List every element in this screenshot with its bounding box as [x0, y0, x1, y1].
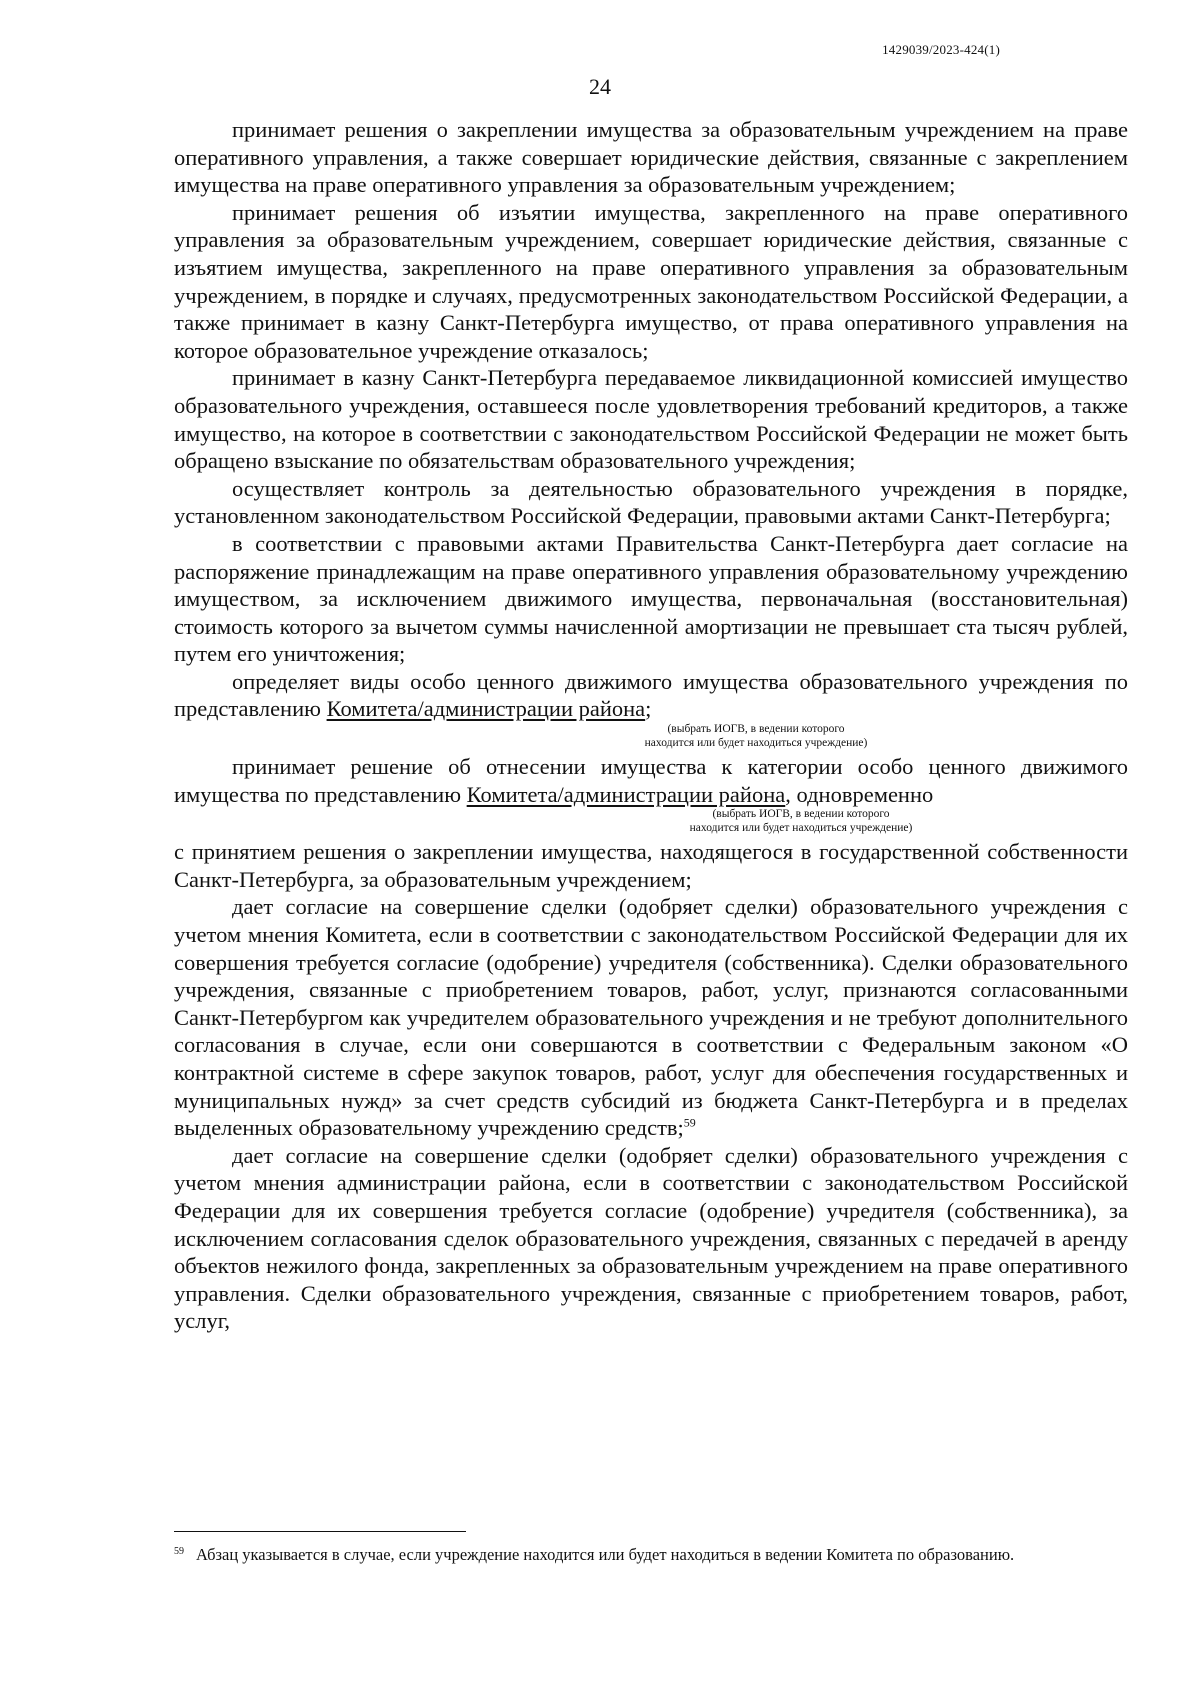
paragraph-4: осуществляет контроль за деятельностью образовательного учреждения в порядке, установленном законодательством Российской Федерации, правовыми актами Санкт-Петербурга; [174, 475, 1128, 529]
paragraph-7 [174, 753, 1128, 808]
page-number: 24 [589, 74, 611, 99]
footnote-separator [174, 1531, 466, 1532]
paragraph-8-text: дает согласие на совершение сделки (одобряет сделки) образовательного учреждения с учетом мнения Комитета, если в соответствии с законодательством Российской Федерации для их совершения требуется согласие (одобрение) учредителя (собственника). Сделки образовательного учреждения, связанные с приобретением товаров, работ, услуг, признаются согласованными Санкт-Петербургом как учредителем образовательного учреждения и не требуют дополнительного согласования в случае, если они совершаются в соответствии с Федеральным законом «О контрактной системе в сфере закупок товаров, работ, услуг для обеспечения государственных и муниципальных нужд» за счет средств субсидий из бюджета Санкт-Петербурга и в пределах выделенных образовательному учреждению средств; [174, 894, 1128, 1141]
paragraph-1: принимает решения о закреплении имущества за образовательным учреждением на праве оперативного управления, а также совершает юридические действия, связанные с закреплением имущества на праве оперативного управления за образовательным учреждением; [174, 117, 1128, 198]
footnote-reference[interactable]: 59 [683, 1115, 696, 1130]
hint-2-line-1: (выбрать ИОГВ, в ведении которого [712, 808, 890, 821]
paragraph-7-text: принимает решение об отнесении имущества к категории особо ценного движимого имущества по представлению [174, 754, 1128, 807]
paragraph-5: в соответствии с правовыми актами Правительства Санкт-Петербурга дает согласие на распоряжение принадлежащим на праве оперативного управления образовательному учреждению имуществом, за исключением движимого имущества, первоначальная (восстановительная) стоимость которого за вычетом суммы начисленной амортизации не превышает ста тысяч рублей, путем его уничтожения; [174, 530, 1128, 667]
hint-1-line-2: находится или будет находиться учреждение) [644, 737, 868, 750]
paragraph-7-end: , одновременно [785, 781, 934, 807]
footnote [174, 1544, 1128, 1566]
paragraph-2: принимает решения об изъятии имущества, закрепленного на праве оперативного управления за образовательным учреждением, совершает юридические действия, связанные с изъятием имущества, закрепленного на праве оперативного управления за образовательным учреждением, в порядке и случаях, предусмотренных законодательством Российской Федерации, а также принимает в казну Санкт-Петербурга имущество, от права оперативного управления на которое образовательное учреждение отказалось; [174, 199, 1128, 363]
document-body [174, 116, 1128, 1335]
footnote-mark: 59 [174, 1545, 184, 1557]
paragraph-8 [174, 893, 1128, 1141]
paragraph-6 [174, 668, 1128, 723]
paragraph-3: принимает в казну Санкт-Петербурга передаваемое ликвидационной комиссией имущество образовательного учреждения, оставшееся после удовлетворения требований кредиторов, а также имущество, на которое в соответствии с законодательством Российской Федерации не может быть обращено взыскание по обязательствам образовательного учреждения; [174, 365, 1128, 474]
paragraph-6-end: ; [645, 696, 652, 722]
document-id: 1429039/2023-424(1) [882, 42, 1000, 57]
authority-placeholder-2: Комитета/администрации района [466, 781, 786, 807]
authority-placeholder-1: Комитета/администрации района [326, 696, 646, 722]
placeholder-hint-1 [174, 722, 1128, 750]
placeholder-hint-2 [174, 807, 1128, 835]
paragraph-6-text: определяет виды особо ценного движимого имущества образовательного учреждения по представлению [174, 668, 1128, 722]
paragraph-7-continuation: с принятием решения о закреплении имущества, находящегося в государственной собственности Санкт-Петербурга, за образовательным учреждением; [174, 839, 1128, 892]
hint-2-line-2: находится или будет находиться учреждение) [689, 822, 913, 835]
paragraph-9: дает согласие на совершение сделки (одобряет сделки) образовательного учреждения с учетом мнения администрации района, если в соответствии с законодательством Российской Федерации для их совершения требуется согласие (одобрение) учредителя (собственника), за исключением согласования сделок образовательного учреждения, связанных с передачей в аренду объектов нежилого фонда, закрепленных за образовательным учреждением на праве оперативного управления. Сделки образовательного учреждения, связанные с приобретением товаров, работ, услуг, [174, 1142, 1128, 1334]
hint-1-line-1: (выбрать ИОГВ, в ведении которого [667, 723, 845, 736]
footnote-text: Абзац указывается в случае, если учреждение находится или будет находиться в ведении Комитета по образованию. [196, 1545, 1015, 1564]
